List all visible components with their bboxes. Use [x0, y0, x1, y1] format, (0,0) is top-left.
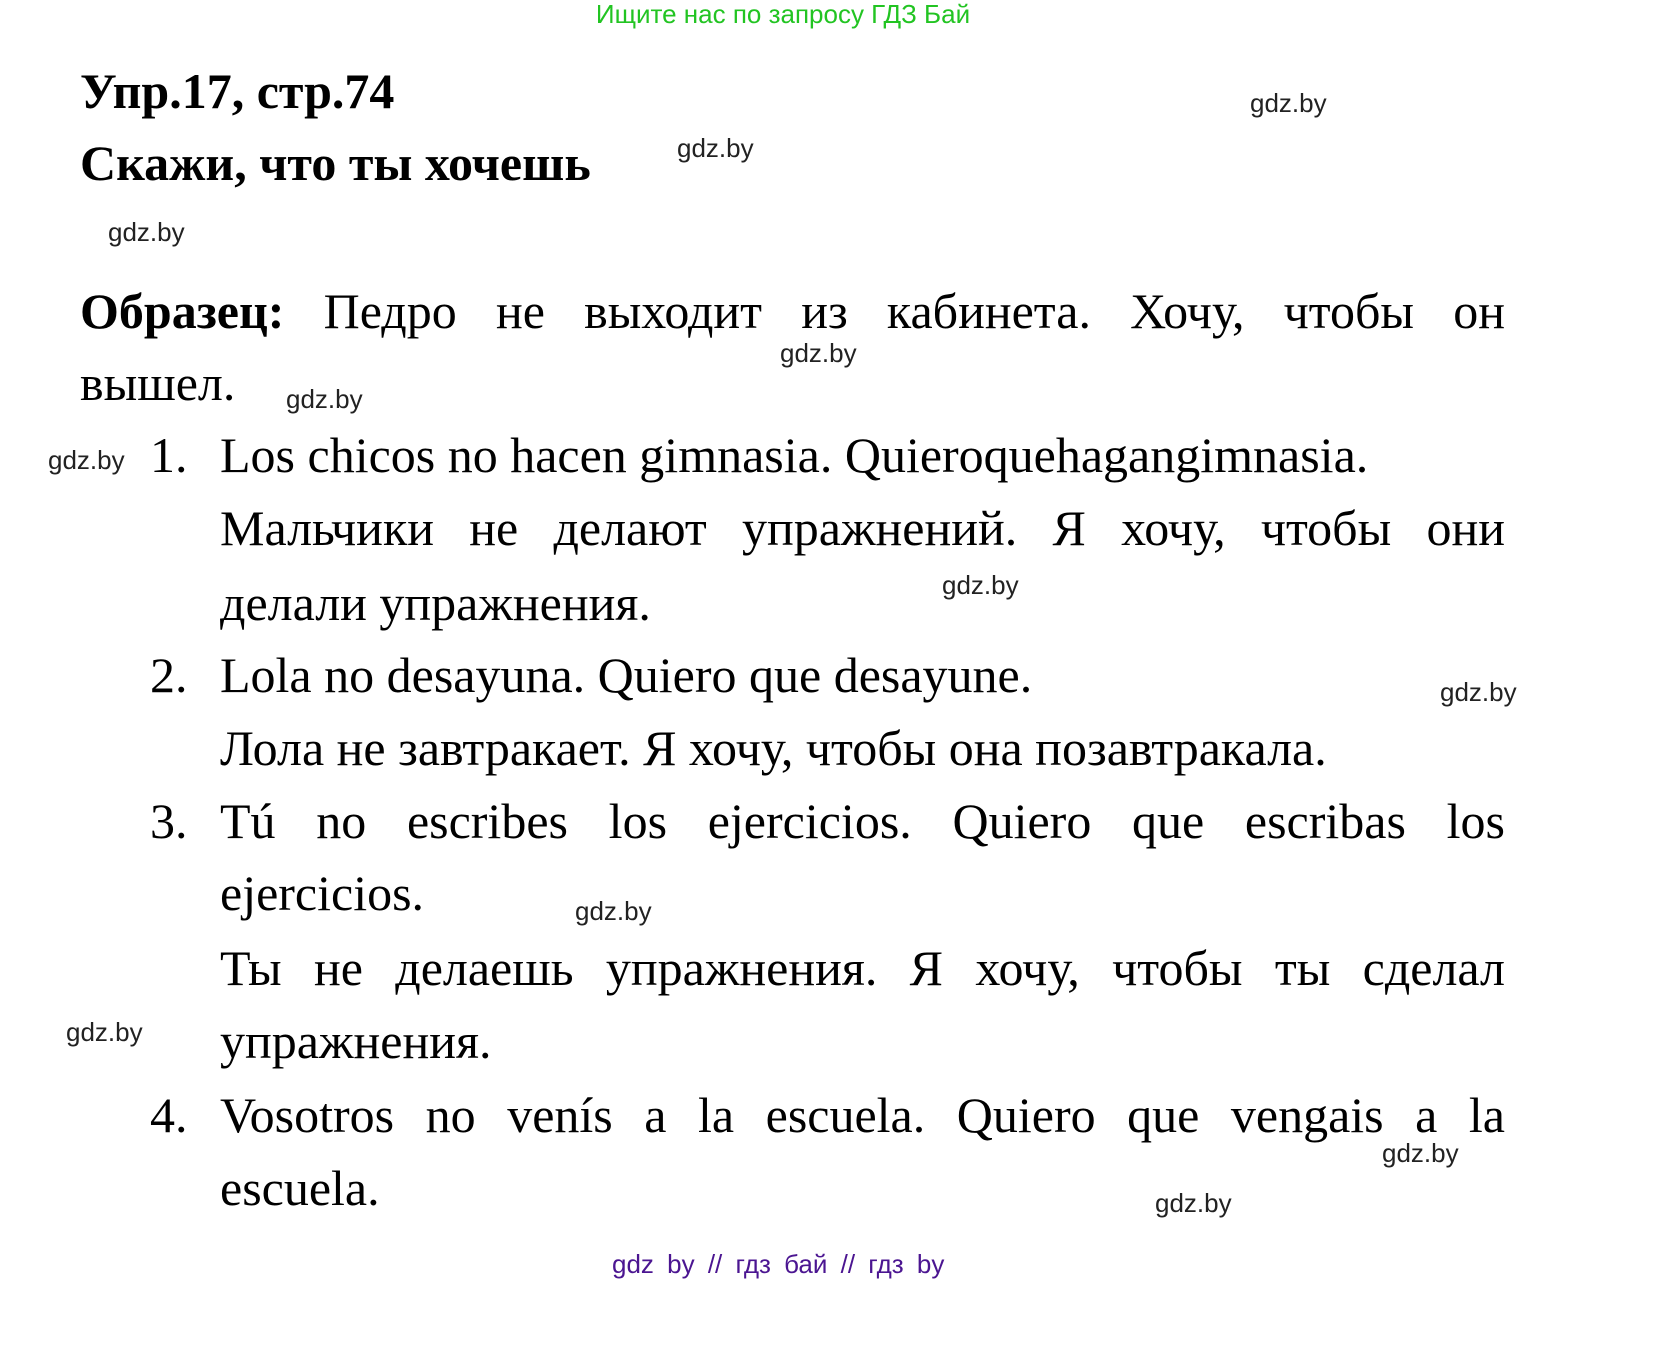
item-number: 1. — [150, 427, 188, 483]
item-line: делали упражнения. — [220, 575, 651, 631]
watermark: gdz.by — [677, 133, 754, 163]
watermark: gdz.by — [1155, 1188, 1232, 1218]
item-line: Vosotros no venís a la escuela. Quiero que vengais a la — [220, 1087, 1505, 1143]
item-number: 2. — [150, 647, 188, 703]
watermark: gdz.by — [1250, 88, 1327, 118]
watermark: gdz.by — [1382, 1138, 1459, 1168]
sample-label: Образец: — [80, 283, 285, 339]
sample-text: Педро не выходит из кабинета. Хочу, чтобы он — [323, 283, 1505, 339]
item-line: упражнения. — [220, 1013, 492, 1069]
item-line: Мальчики не делают упражнений. Я хочу, чтобы они — [220, 500, 1505, 556]
item-number: 3. — [150, 793, 188, 849]
page-title: Упр.17, стр.74 — [80, 63, 395, 119]
watermark: gdz.by — [575, 896, 652, 926]
item-line: ejercicios. — [220, 865, 425, 921]
sample-line-2: вышел. — [80, 355, 236, 411]
item-number: 4. — [150, 1087, 188, 1143]
item-line: Lola no desayuna. Quiero que desayune. — [220, 647, 1033, 703]
item-line: escuela. — [220, 1160, 380, 1216]
bottom-banner: gdz by // гдз бай // гдз by — [612, 1249, 945, 1279]
page-subtitle: Скажи, что ты хочешь — [80, 135, 591, 191]
item-line: Ты не делаешь упражнения. Я хочу, чтобы ты сделал — [220, 940, 1505, 996]
watermark: gdz.by — [286, 384, 363, 414]
item-line: Лола не завтракает. Я хочу, чтобы она позавтракала. — [220, 720, 1327, 776]
sample-line-1 — [80, 283, 1505, 339]
watermark: gdz.by — [66, 1017, 143, 1047]
top-banner: Ищите нас по запросу ГДЗ Бай — [595, 0, 971, 29]
watermark: gdz.by — [108, 217, 185, 247]
item-line: Tú no escribes los ejercicios. Quiero que escribas los — [220, 793, 1505, 849]
watermark: gdz.by — [48, 445, 125, 475]
watermark: gdz.by — [780, 338, 857, 368]
item-line: Los chicos no hacen gimnasia. Quieroquehagangimnasia. — [220, 427, 1369, 483]
watermark: gdz.by — [942, 570, 1019, 600]
watermark: gdz.by — [1440, 677, 1517, 707]
